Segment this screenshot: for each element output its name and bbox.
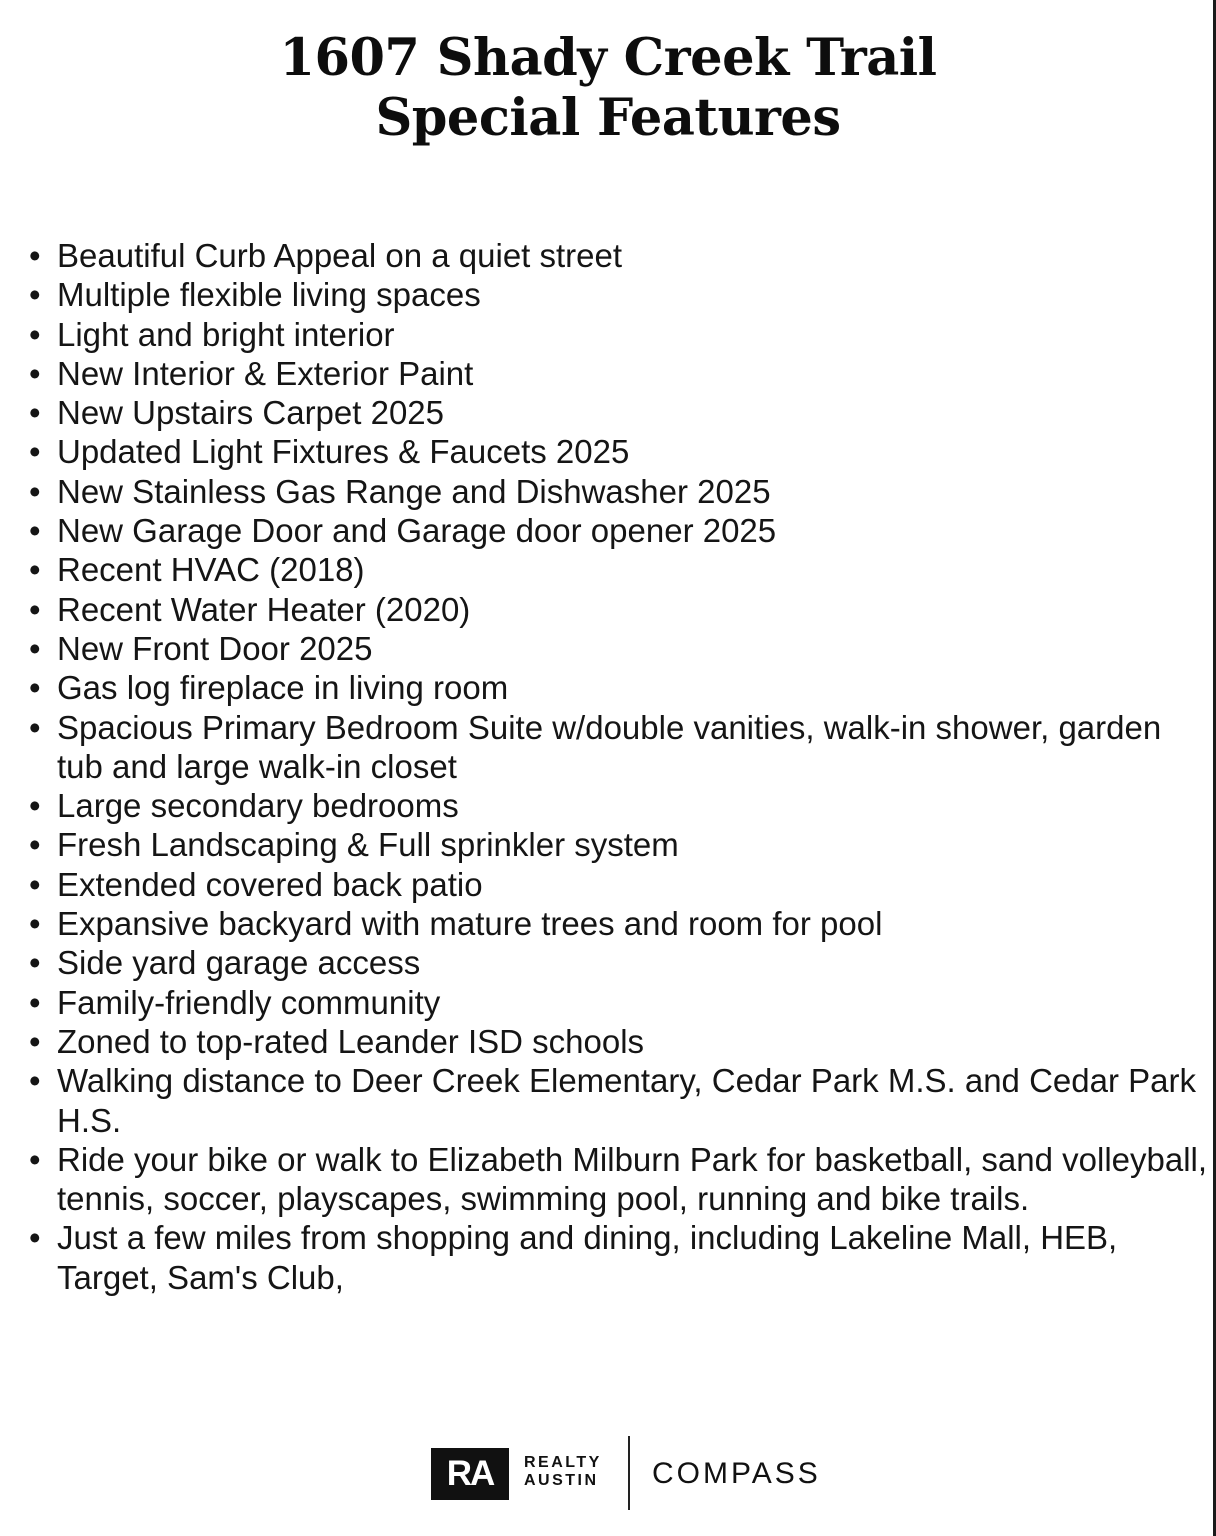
feature-text: Light and bright interior [57, 315, 395, 353]
feature-item [24, 432, 1212, 471]
bullet-icon: • [29, 905, 41, 943]
feature-item [24, 1140, 1212, 1219]
feature-text: New Interior & Exterior Paint [57, 354, 474, 392]
property-address: 1607 Shady Creek Trail [279, 28, 937, 88]
footer-logos [0, 1436, 1216, 1510]
realty-austin-logo: RA [431, 1448, 509, 1500]
bullet-icon: • [29, 472, 41, 510]
bullet-icon: • [29, 512, 41, 550]
feature-item [24, 904, 1212, 943]
feature-item [24, 983, 1212, 1022]
bullet-icon: • [29, 708, 41, 746]
feature-text: Recent HVAC (2018) [57, 551, 365, 589]
bullet-icon: • [29, 1022, 41, 1060]
compass-logo: COMPASS [652, 1457, 821, 1490]
feature-text: Updated Light Fixtures & Faucets 2025 [57, 433, 630, 471]
feature-item [24, 708, 1212, 787]
feature-item [24, 550, 1212, 589]
feature-item [24, 1022, 1212, 1061]
feature-item [24, 865, 1212, 904]
bullet-icon: • [29, 394, 41, 432]
austin-text: AUSTIN [524, 1472, 599, 1489]
feature-text: New Garage Door and Garage door opener 2025 [57, 512, 777, 550]
feature-text: Beautiful Curb Appeal on a quiet street [57, 237, 623, 274]
realty-austin-wordmark [524, 1454, 602, 1490]
feature-item [24, 1218, 1212, 1297]
feature-text: Ride your bike or walk to Elizabeth Milburn Park for basketball, sand volleyball, tennis, soccer, playscapes, swimming pool, running and bike trails. [57, 1140, 1208, 1218]
feature-text: Side yard garage access [57, 944, 421, 982]
bullet-icon: • [29, 669, 41, 707]
bullet-icon: • [29, 315, 41, 353]
feature-item [24, 315, 1212, 354]
feature-item [24, 472, 1212, 511]
feature-item [24, 236, 1212, 275]
feature-text: Multiple flexible living spaces [57, 276, 481, 314]
bullet-icon: • [29, 944, 41, 982]
bullet-icon: • [29, 433, 41, 471]
bullet-icon: • [29, 354, 41, 392]
bullet-icon: • [29, 787, 41, 825]
feature-item [24, 511, 1212, 550]
page-title [0, 28, 1216, 148]
feature-text: Walking distance to Deer Creek Elementary, Cedar Park M.S. and Cedar Park H.S. [57, 1062, 1196, 1139]
bullet-icon: • [29, 865, 41, 903]
feature-item [24, 786, 1212, 825]
section-heading: Special Features [375, 88, 841, 148]
feature-item [24, 1061, 1212, 1140]
feature-item [24, 393, 1212, 432]
bullet-icon: • [29, 1062, 41, 1100]
feature-text: Zoned to top-rated Leander ISD schools [57, 1022, 645, 1060]
feature-item [24, 825, 1212, 864]
feature-text: New Front Door 2025 [57, 629, 373, 667]
bullet-icon: • [29, 629, 41, 667]
feature-item [24, 275, 1212, 314]
feature-text: Family-friendly community [57, 983, 441, 1021]
feature-item [24, 590, 1212, 629]
feature-text: New Upstairs Carpet 2025 [57, 394, 445, 432]
feature-text: New Stainless Gas Range and Dishwasher 2025 [57, 472, 771, 510]
feature-text: Fresh Landscaping & Full sprinkler system [57, 826, 679, 864]
features-list [24, 236, 1212, 1297]
feature-text: Expansive backyard with mature trees and room for pool [57, 905, 883, 943]
feature-item [24, 629, 1212, 668]
feature-text: Gas log fireplace in living room [57, 669, 509, 707]
bullet-icon: • [29, 1219, 41, 1257]
feature-item [24, 354, 1212, 393]
bullet-icon: • [29, 590, 41, 628]
bullet-icon: • [29, 1140, 41, 1178]
feature-text: Extended covered back patio [57, 865, 483, 903]
feature-text: Large secondary bedrooms [57, 787, 459, 825]
bullet-icon: • [29, 826, 41, 864]
realty-text: REALTY [524, 1454, 602, 1471]
feature-text: Recent Water Heater (2020) [57, 590, 471, 628]
feature-text: Just a few miles from shopping and dining, including Lakeline Mall, HEB, Target, Sam's Club, [57, 1219, 1118, 1296]
bullet-icon: • [29, 237, 41, 274]
feature-item [24, 668, 1212, 707]
bullet-icon: • [29, 276, 41, 314]
feature-item [24, 943, 1212, 982]
feature-text: Spacious Primary Bedroom Suite w/double vanities, walk-in shower, garden tub and large walk-in closet [57, 708, 1162, 785]
logo-divider [628, 1436, 630, 1510]
bullet-icon: • [29, 551, 41, 589]
bullet-icon: • [29, 983, 41, 1021]
